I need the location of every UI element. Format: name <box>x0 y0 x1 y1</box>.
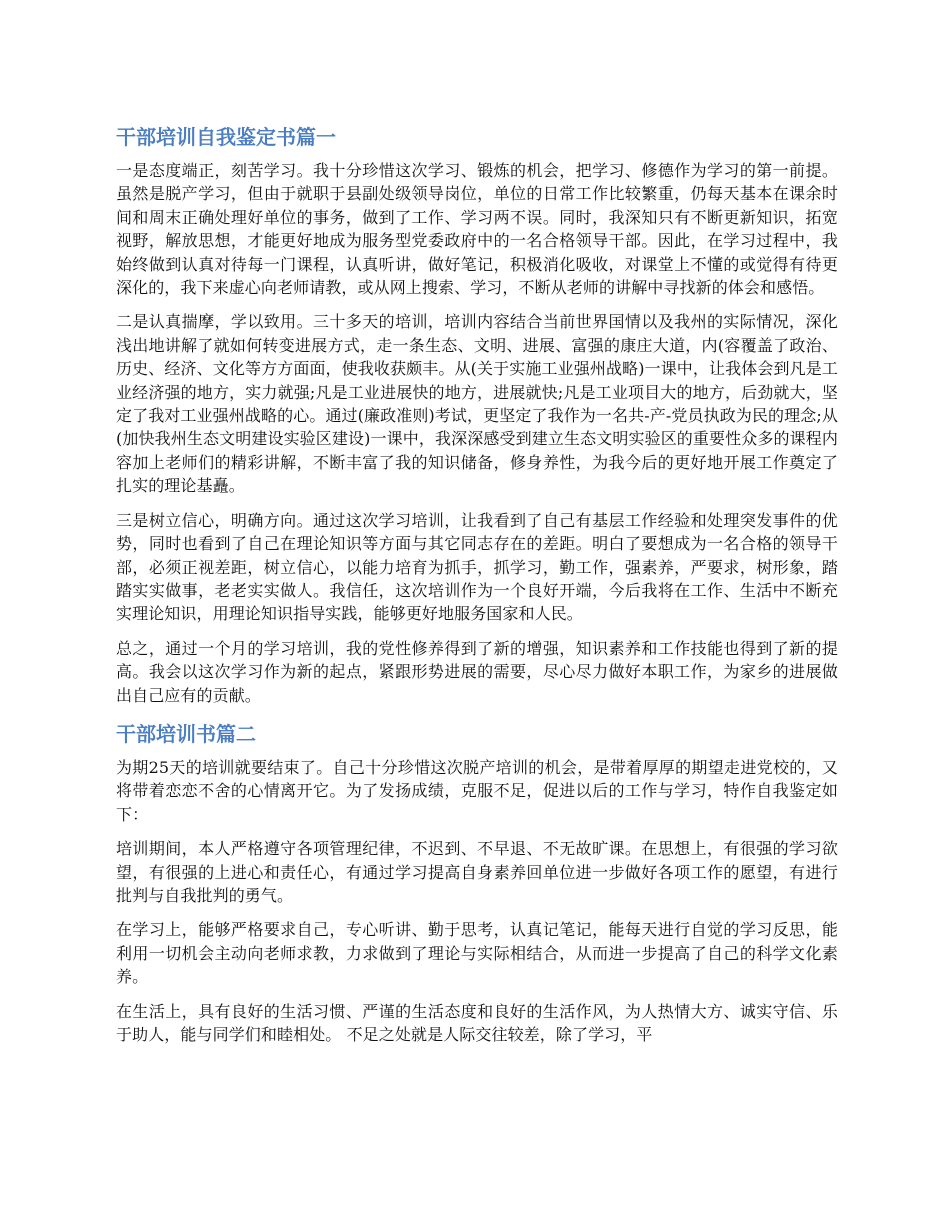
section-2-paragraph-1: 为期25天的培训就要结束了。自己十分珍惜这次脱产培训的机会，是带着厚厚的期望走进党校的，又将带着恋恋不舍的心情离开它。为了发扬成绩，克服不足，促进以后的工作与学习，特作自我鉴定如下： <box>116 757 838 824</box>
section-1-paragraph-1: 一是态度端正，刻苦学习。我十分珍惜这次学习、锻炼的机会，把学习、修德作为学习的第一前提。虽然是脱产学习，但由于就职于县副处级领导岗位，单位的日常工作比较繁重，仍每天基本在课余时间和周末正确处理好单位的事务，做到了工作、学习两不误。同时，我深知只有不断更新知识，拓宽视野，解放思想，才能更好地成为服务型党委政府中的一名合格领导干部。因此，在学习过程中，我始终做到认真对待每一门课程，认真听讲，做好笔记，积极消化吸收，对课堂上不懂的或觉得有待更深化的，我下来虚心向老师请教，或从网上搜索、学习，不断从老师的讲解中寻找新的体会和感悟。 <box>116 161 838 298</box>
section-heading-2: 干部培训书篇二 <box>116 721 256 746</box>
document-page <box>116 122 838 1046</box>
section-2-paragraph-3: 在学习上，能够严格要求自己，专心听讲、勤于思考，认真记笔记，能每天进行自觉的学习反思，能利用一切机会主动向老师求教，力求做到了理论与实际相结合，从而进一步提高了自己的科学文化素养。 <box>116 920 838 987</box>
section-1-paragraph-3: 三是树立信心，明确方向。通过这次学习培训，让我看到了自己有基层工作经验和处理突发事件的优势，同时也看到了自己在理论知识等方面与其它同志存在的差距。明白了要想成为一名合格的领导干部，必须正视差距，树立信心，以能力培育为抓手，抓学习，勤工作，强素养，严要求，树形象，踏踏实实做事，老老实实做人。我信任，这次培训作为一个良好开端，今后我将在工作、生活中不断充实理论知识，用理论知识指导实践，能够更好地服务国家和人民。 <box>116 510 838 624</box>
section-1-paragraph-2: 二是认真揣摩，学以致用。三十多天的培训，培训内容结合当前世界国情以及我州的实际情况，深化浅出地讲解了就如何转变进展方式，走一条生态、文明、进展、富强的康庄大道，内(容覆盖了政治、历史、经济、文化等方方面面，使我收获颇丰。从(关于实施工业强州战略)一课中，让我体会到凡是工业经济强的地方，实力就强;凡是工业进展快的地方，进展就快;凡是工业项目大的地方，后劲就大，坚定了我对工业强州战略的心。通过(廉政准则)考试，更坚定了我作为一名共-产-党员执政为民的理念;从(加快我州生态文明建设实验区建设)一课中，我深深感受到建立生态文明实验区的重要性众多的课程内容加上老师们的精彩讲解，不断丰富了我的知识储备，修身养性，为我今后的更好地开展工作奠定了扎实的理论基矗。 <box>116 312 838 496</box>
section-2-paragraph-4: 在生活上，具有良好的生活习惯、严谨的生活态度和良好的生活作风，为人热情大方、诚实守信、乐于助人，能与同学们和睦相处。 不足之处就是人际交往较差，除了学习，平 <box>116 1001 838 1044</box>
section-heading-1: 干部培训自我鉴定书篇一 <box>116 125 336 149</box>
section-2-paragraph-2: 培训期间，本人严格遵守各项管理纪律，不迟到、不早退、不无故旷课。在思想上，有很强的学习欲望，有很强的上进心和责任心，有通过学习提高自身素养回单位进一步做好各项工作的愿望，有进行批判与自我批判的勇气。 <box>116 839 838 905</box>
section-1-paragraph-4: 总之，通过一个月的学习培训，我的党性修养得到了新的增强，知识素养和工作技能也得到了新的提高。我会以这次学习作为新的起点，紧跟形势进展的需要，尽心尽力做好本职工作，为家乡的进展做出自己应有的贡献。 <box>116 638 838 705</box>
